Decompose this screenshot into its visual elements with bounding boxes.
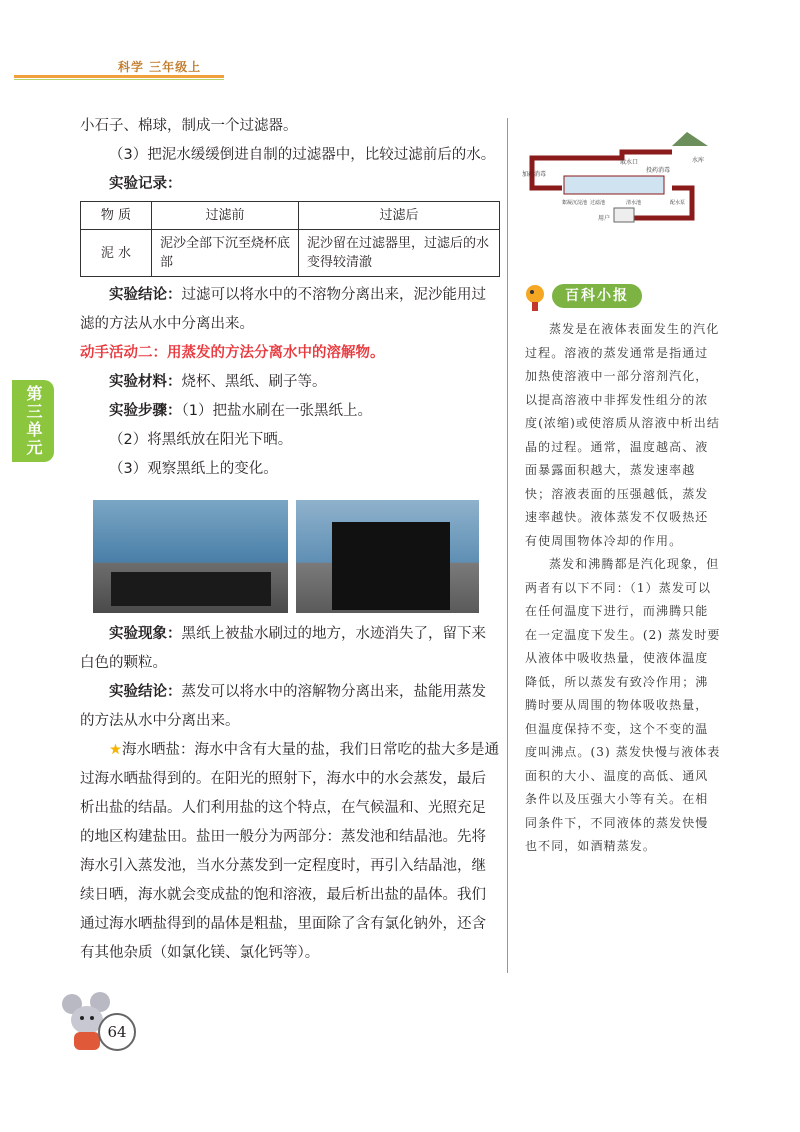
table-header-row <box>81 202 500 230</box>
materials-label: 实验材料： <box>109 374 182 390</box>
diagram-label: 加药消毒 <box>522 171 547 178</box>
step-text: （1）把盐水刷在一张黑纸上。 <box>181 403 372 419</box>
materials <box>80 368 500 397</box>
conclusion-label: 实验结论： <box>109 684 182 700</box>
holding-paper-photo <box>296 500 479 613</box>
diagram-label: 过滤池 <box>590 200 606 206</box>
step-text: （2）将黑纸放在阳光下晒。 <box>109 432 293 448</box>
diagram-label: 水库 <box>692 157 705 164</box>
diagram-label: 配水泵 <box>670 200 686 206</box>
conclusion-1 <box>80 281 500 339</box>
phenomenon <box>80 620 500 678</box>
steps <box>80 397 500 426</box>
sidebar-paragraph: 蒸发是在液体表面发生的汽化过程。溶液的蒸发通常是指通过加热使溶液中一部分溶剂汽化，以提高溶液中非挥发性组分的浓度(浓缩)或使溶质从溶液中析出结晶的过程。通常，温度越高、液面暴露面积越大，蒸发速率越快；溶液表面的压强越低，蒸发速率越快。液体蒸发不仅吸热还有使周围物体冷却的作用。 <box>525 322 720 548</box>
star-icon: ★ <box>109 742 122 758</box>
unit-side-tab: 第三单元 <box>12 380 54 462</box>
sea-salt-text: 海水中含有大量的盐，我们日常吃的盐大多是通过海水晒盐得到的。在阳光的照射下，海水中的水会蒸发，最后析出盐的结晶。人们利用盐的这个特点，在气候温和、光照充足的地区构建盐田。盐田一般分为两部分：蒸发池和结晶池。先将海水引入蒸发池，当水分蒸发到一定程度时，再引入结晶池，继续日晒，海水就会变成盐的饱和溶液，最后析出盐的晶体。我们通过海水晒盐得到的晶体是粗盐，里面除了含有氯化钠外，还含有其他杂质（如氯化镁、氯化钙等）。 <box>80 742 499 961</box>
record-title: 实验记录： <box>109 176 182 192</box>
experiment-photos <box>93 500 479 613</box>
table-header-cell: 物 质 <box>81 202 152 230</box>
sidebar-paragraph: 蒸发和沸腾都是汽化现象，但两者有以下不同：（1）蒸发可以在任何温度下进行，而沸腾只能在一定温度下发生。(2) 蒸发时要从液体中吸收热量，使液体温度降低，所以蒸发有致冷作用；沸腾时要从周围的物体吸收热量，但温度保持不变，这个不变的温度叫沸点。(3) 蒸发快慢与液体表面积的大小、温度的高低、通风条件以及压强大小等有关。在相同条件下，不同液体的蒸发快慢也不同，如酒精蒸发。 <box>525 557 721 853</box>
encyclopedia-badge <box>520 282 629 316</box>
diagram-label: 投药消毒 <box>646 167 671 174</box>
mascot-icon <box>520 282 550 312</box>
header-rule-secondary <box>14 79 224 80</box>
diagram-label: 用户 <box>598 215 611 222</box>
diagram-label: 絮凝沉淀池 <box>562 200 588 206</box>
brushing-photo <box>93 500 288 613</box>
phenomenon-text: 黑纸上被盐水刷过的地方，水迹消失了，留下来白色的颗粒。 <box>80 626 486 671</box>
materials-text: 烧杯、黑纸、刷子等。 <box>181 374 327 390</box>
steps-label: 实验步骤： <box>109 403 182 419</box>
conclusion-label: 实验结论： <box>109 287 182 303</box>
running-header: 科学 三年级上 <box>118 60 202 74</box>
table-cell: 泥沙全部下沉至烧杯底部 <box>152 230 299 277</box>
black-paper <box>332 522 450 610</box>
phenomenon-label: 实验现象： <box>109 626 182 642</box>
diagram-label: 取水口 <box>620 159 639 166</box>
sea-salt-paragraph <box>80 736 500 968</box>
conclusion-2 <box>80 678 500 736</box>
table-header-cell: 过滤后 <box>299 202 500 230</box>
paragraph: （3）把泥水缓缓倒进自制的过滤器中，比较过滤前后的水。 <box>109 147 496 163</box>
header-rule <box>14 75 224 78</box>
table-row <box>81 230 500 277</box>
paragraph: 小石子、棉球，制成一个过滤器。 <box>80 118 298 134</box>
step-text: （3）观察黑纸上的变化。 <box>109 461 278 477</box>
black-paper <box>111 572 271 606</box>
sea-salt-label: 海水晒盐： <box>122 742 195 758</box>
badge-label: 百科小报 <box>552 284 642 308</box>
table-header-cell: 过滤前 <box>152 202 299 230</box>
sidebar-text <box>525 318 721 859</box>
record-table <box>80 201 500 277</box>
diagram-label: 清水池 <box>626 200 642 206</box>
table-cell: 泥 水 <box>81 230 152 277</box>
table-cell: 泥沙留在过滤器里，过滤后的水变得较清澈 <box>299 230 500 277</box>
water-treatment-diagram <box>522 128 708 230</box>
conclusion-text: 过滤可以将水中的不溶物分离出来，泥沙能用过滤的方法从水中分离出来。 <box>80 287 486 332</box>
conclusion-text: 蒸发可以将水中的溶解物分离出来，盐能用蒸发的方法从水中分离出来。 <box>80 684 486 729</box>
activity-heading: 动手活动二：用蒸发的方法分离水中的溶解物。 <box>80 345 385 361</box>
page-number: 64 <box>98 1013 136 1051</box>
column-divider <box>507 118 508 973</box>
